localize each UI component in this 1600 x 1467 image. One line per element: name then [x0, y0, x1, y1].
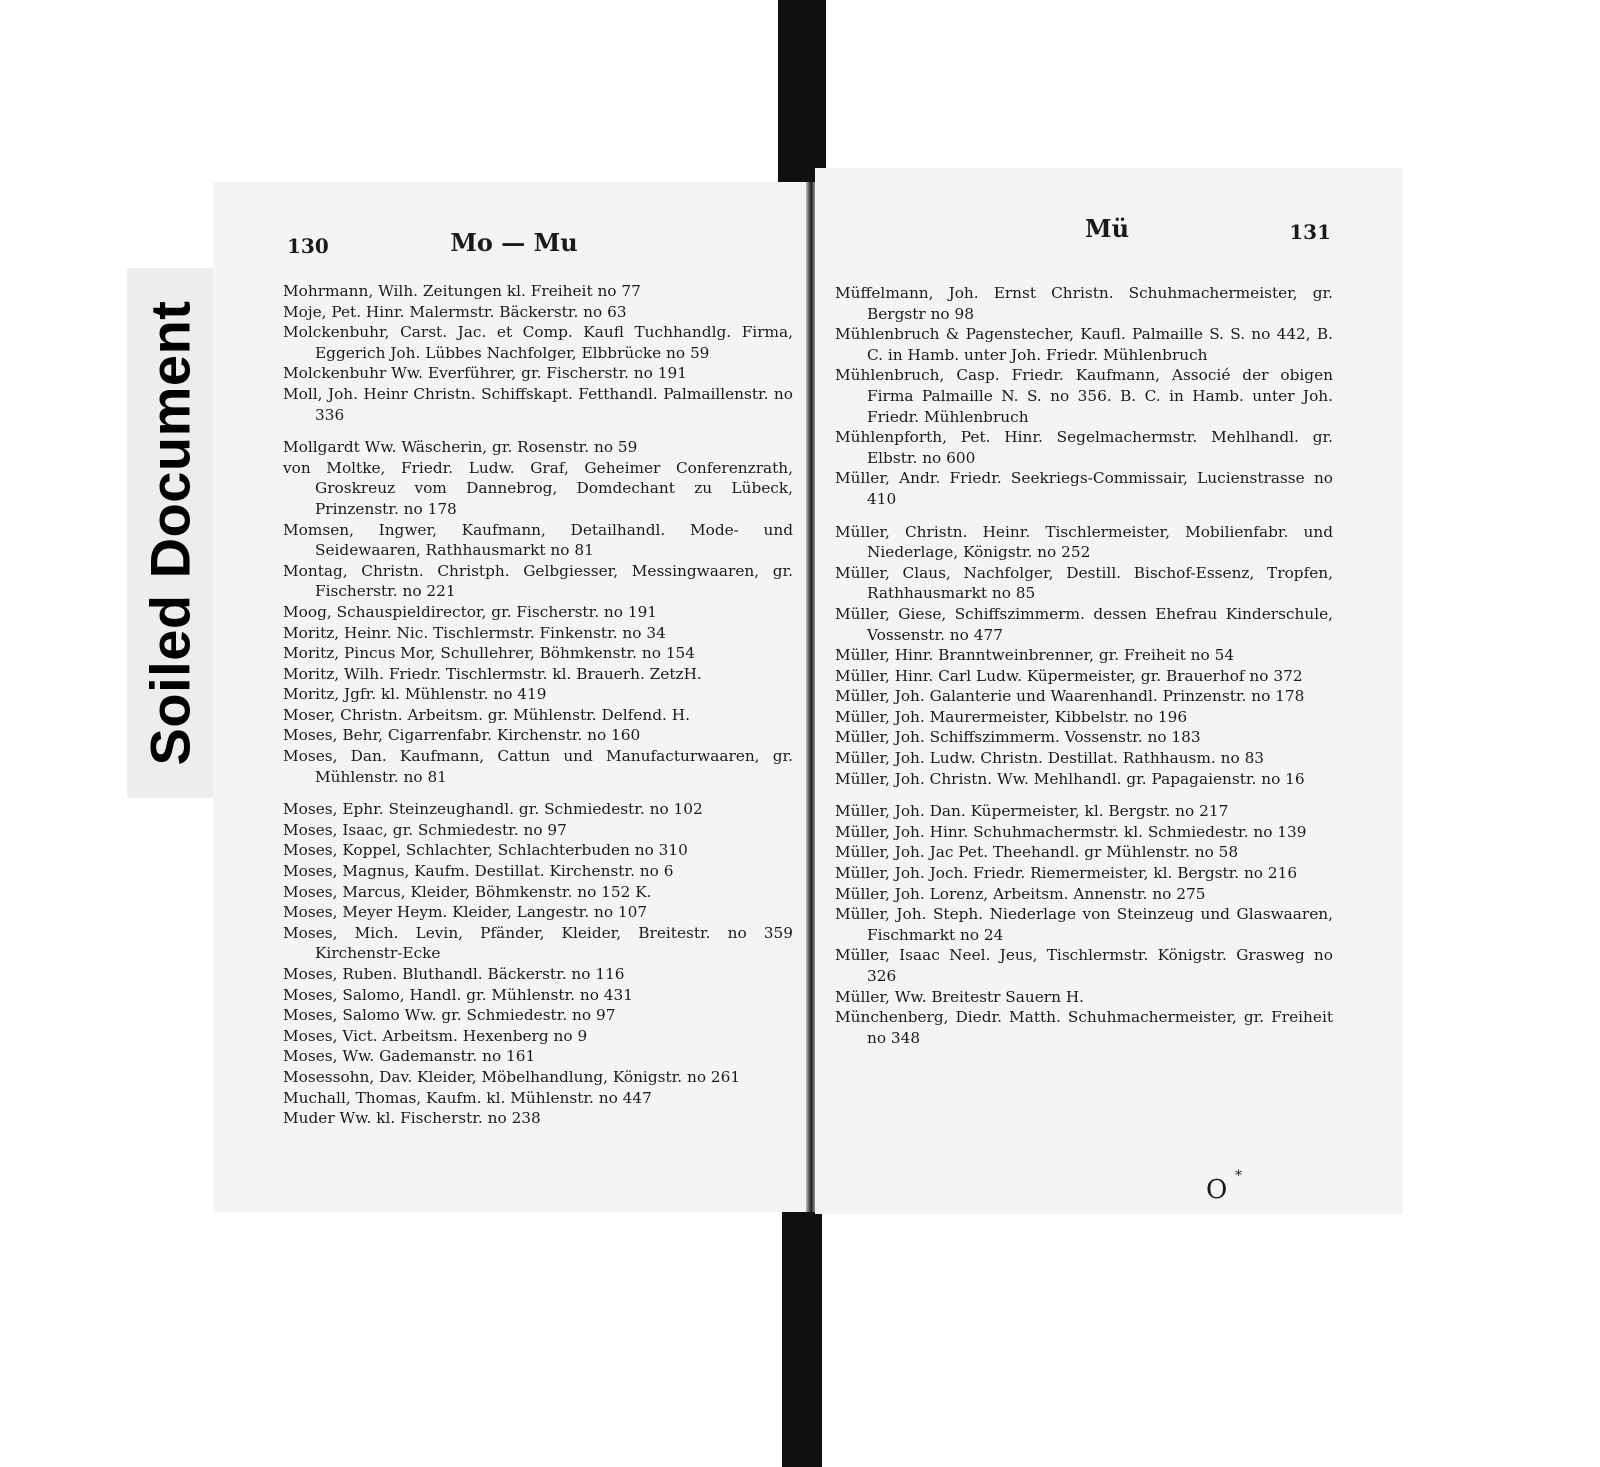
directory-entry: Moses, Vict. Arbeitsm. Hexenberg no 9 — [283, 1026, 588, 1045]
directory-entry: Moll, Joh. Heinr Christn. Schiffskapt. Fetthandl. Palmaillenstr. no 336 — [283, 384, 793, 424]
right-page — [815, 168, 1403, 1214]
directory-entry: Molckenbuhr Ww. Everführer, gr. Fischerstr. no 191 — [283, 364, 687, 383]
directory-entry: Moses, Salomo, Handl. gr. Mühlenstr. no 431 — [283, 985, 633, 1004]
directory-entry: Moses, Ww. Gademanstr. no 161 — [283, 1047, 536, 1066]
directory-entry: Mühlenbruch & Pagenstecher, Kaufl. Palmaille S. S. no 442, B. C. in Hamb. unter Joh. Friedr. Mühlenbruch — [835, 325, 1333, 364]
footer-signature-mark: O — [1206, 1175, 1228, 1205]
directory-entry: Müller, Claus, Nachfolger, Destill. Bischof-Essenz, Tropfen, Rathhausmarkt no 85 — [835, 563, 1333, 603]
directory-entry: Mosessohn, Dav. Kleider, Möbelhandlung, Königstr. no 261 — [283, 1067, 741, 1086]
directory-entry: Moses, Behr, Cigarrenfabr. Kirchenstr. no 160 — [283, 726, 641, 745]
directory-entry: Mollgardt Ww. Wäscherin, gr. Rosenstr. no 59 — [283, 438, 638, 457]
directory-entry: Müller, Joh. Hinr. Schuhmachermstr. kl. Schmiedestr. no 139 — [835, 822, 1307, 841]
directory-entry: Müller, Joh. Jac Pet. Theehandl. gr Mühlenstr. no 58 — [835, 843, 1239, 862]
left-page-header: Mo — Mu — [450, 228, 578, 257]
directory-entry: Moses, Mich. Levin, Pfänder, Kleider, Breitestr. no 359 Kirchenstr-Ecke — [283, 923, 793, 963]
directory-entry: Moses, Dan. Kaufmann, Cattun und Manufacturwaaren, gr. Mühlenstr. no 81 — [283, 747, 793, 786]
directory-entry: Moses, Koppel, Schlachter, Schlachterbuden no 310 — [283, 841, 688, 860]
directory-entry: Mühlenbruch, Casp. Friedr. Kaufmann, Associé der obigen Firma Palmaille N. S. no 356. B. C. in Hamb. unter Joh. Friedr. Mühlenbruch — [835, 366, 1333, 426]
directory-entry: Montag, Christn. Christph. Gelbgiesser, Messingwaaren, gr. Fischerstr. no 221 — [283, 561, 793, 601]
directory-entry: Moritz, Heinr. Nic. Tischlermstr. Finkenstr. no 34 — [283, 623, 666, 642]
directory-entry: Müller, Joh. Lorenz, Arbeitsm. Annenstr. no 275 — [835, 884, 1206, 903]
directory-entry: Müller, Andr. Friedr. Seekriegs-Commissair, Lucienstrasse no 410 — [835, 469, 1333, 508]
directory-entry: Müller, Joh. Joch. Friedr. Riemermeister, kl. Bergstr. no 216 — [835, 864, 1298, 883]
directory-entry: Müller, Christn. Heinr. Tischlermeister, Mobilienfabr. und Niederlage, Königstr. no 252 — [835, 522, 1333, 562]
left-page — [213, 182, 815, 1212]
directory-entry: Müller, Joh. Maurermeister, Kibbelstr. no 196 — [835, 707, 1188, 726]
directory-entry: Muchall, Thomas, Kaufm. kl. Mühlenstr. no 447 — [283, 1088, 652, 1107]
directory-entry: Moog, Schauspieldirector, gr. Fischerstr. no 191 — [283, 602, 658, 621]
directory-entry: Münchenberg, Diedr. Matth. Schuhmachermeister, gr. Freiheit no 348 — [835, 1008, 1333, 1047]
left-page-number: 130 — [287, 234, 329, 258]
directory-entry: Momsen, Ingwer, Kaufmann, Detailhandl. Mode- und Seidewaaren, Rathhausmarkt no 81 — [283, 520, 793, 560]
directory-entry: Moses, Isaac, gr. Schmiedestr. no 97 — [283, 820, 567, 839]
directory-entry: Moses, Ruben. Bluthandl. Bäckerstr. no 116 — [283, 965, 625, 983]
directory-entry: Moritz, Wilh. Friedr. Tischlermstr. kl. Brauerh. ZetzH. — [283, 664, 702, 683]
directory-entry: Müller, Giese, Schiffszimmerm. dessen Ehefrau Kinderschule, Vossenstr. no 477 — [835, 604, 1333, 644]
directory-entry: Müller, Joh. Schiffszimmerm. Vossenstr. no 183 — [835, 728, 1201, 747]
directory-entry: Moses, Marcus, Kleider, Böhmkenstr. no 152 K. — [283, 882, 652, 901]
directory-entry: Müller, Joh. Dan. Küpermeister, kl. Bergstr. no 217 — [835, 802, 1229, 821]
directory-entry: Muder Ww. kl. Fischerstr. no 238 — [283, 1109, 541, 1128]
directory-entry: Moje, Pet. Hinr. Malermstr. Bäckerstr. no 63 — [283, 302, 627, 321]
directory-entry: Müller, Isaac Neel. Jeus, Tischlermstr. Königstr. Grasweg no 326 — [835, 946, 1333, 985]
right-page-header: Mü — [1085, 214, 1130, 243]
directory-entry: Moses, Ephr. Steinzeughandl. gr. Schmiedestr. no 102 — [283, 800, 703, 819]
directory-entry: Moses, Salomo Ww. gr. Schmiedestr. no 97 — [283, 1006, 616, 1025]
directory-entry: Müller, Joh. Ludw. Christn. Destillat. Rathhausm. no 83 — [835, 749, 1265, 768]
left-entry-list — [283, 281, 793, 1129]
directory-entry: Müller, Joh. Christn. Ww. Mehlhandl. gr. Papagaienstr. no 16 — [835, 769, 1305, 788]
right-entry-list — [835, 283, 1333, 1048]
right-page-number: 131 — [1289, 220, 1331, 244]
directory-entry: Moritz, Jgfr. kl. Mühlenstr. no 419 — [283, 685, 547, 704]
directory-entry: Mohrmann, Wilh. Zeitungen kl. Freiheit no 77 — [283, 282, 641, 300]
directory-entry: Müller, Ww. Breitestr Sauern H. — [835, 987, 1085, 1006]
directory-entry: Moses, Meyer Heym. Kleider, Langestr. no 107 — [283, 903, 648, 922]
directory-entry: Müffelmann, Joh. Ernst Christn. Schuhmachermeister, gr. Bergstr no 98 — [835, 284, 1333, 323]
directory-entry: Müller, Hinr. Branntweinbrenner, gr. Freiheit no 54 — [835, 646, 1235, 665]
directory-entry: Müller, Joh. Steph. Niederlage von Steinzeug und Glaswaaren, Fischmarkt no 24 — [835, 905, 1333, 944]
top-binding-strip — [778, 0, 826, 183]
directory-entry: Müller, Hinr. Carl Ludw. Küpermeister, gr. Brauerhof no 372 — [835, 666, 1303, 685]
directory-entry: Molckenbuhr, Carst. Jac. et Comp. Kaufl Tuchhandlg. Firma, Eggerich Joh. Lübbes Nachfolger, Elbbrücke no 59 — [283, 323, 793, 362]
directory-entry: Moritz, Pincus Mor, Schullehrer, Böhmkenstr. no 154 — [283, 644, 696, 663]
footer-asterisk-mark: * — [1235, 1168, 1242, 1184]
bottom-binding-strip — [782, 1204, 822, 1467]
directory-entry: Moses, Magnus, Kaufm. Destillat. Kirchenstr. no 6 — [283, 862, 674, 881]
directory-entry: Moser, Christn. Arbeitsm. gr. Mühlenstr. Delfend. H. — [283, 705, 690, 724]
directory-entry: Müller, Joh. Galanterie und Waarenhandl. Prinzenstr. no 178 — [835, 687, 1305, 706]
soiled-document-label: Soiled Document — [138, 300, 202, 766]
directory-entry: Mühlenpforth, Pet. Hinr. Segelmachermstr. Mehlhandl. gr. Elbstr. no 600 — [835, 428, 1333, 467]
directory-entry: von Moltke, Friedr. Ludw. Graf, Geheimer Conferenzrath, Groskreuz vom Dannebrog, Domdechant zu Lübeck, Prinzenstr. no 178 — [283, 458, 793, 518]
